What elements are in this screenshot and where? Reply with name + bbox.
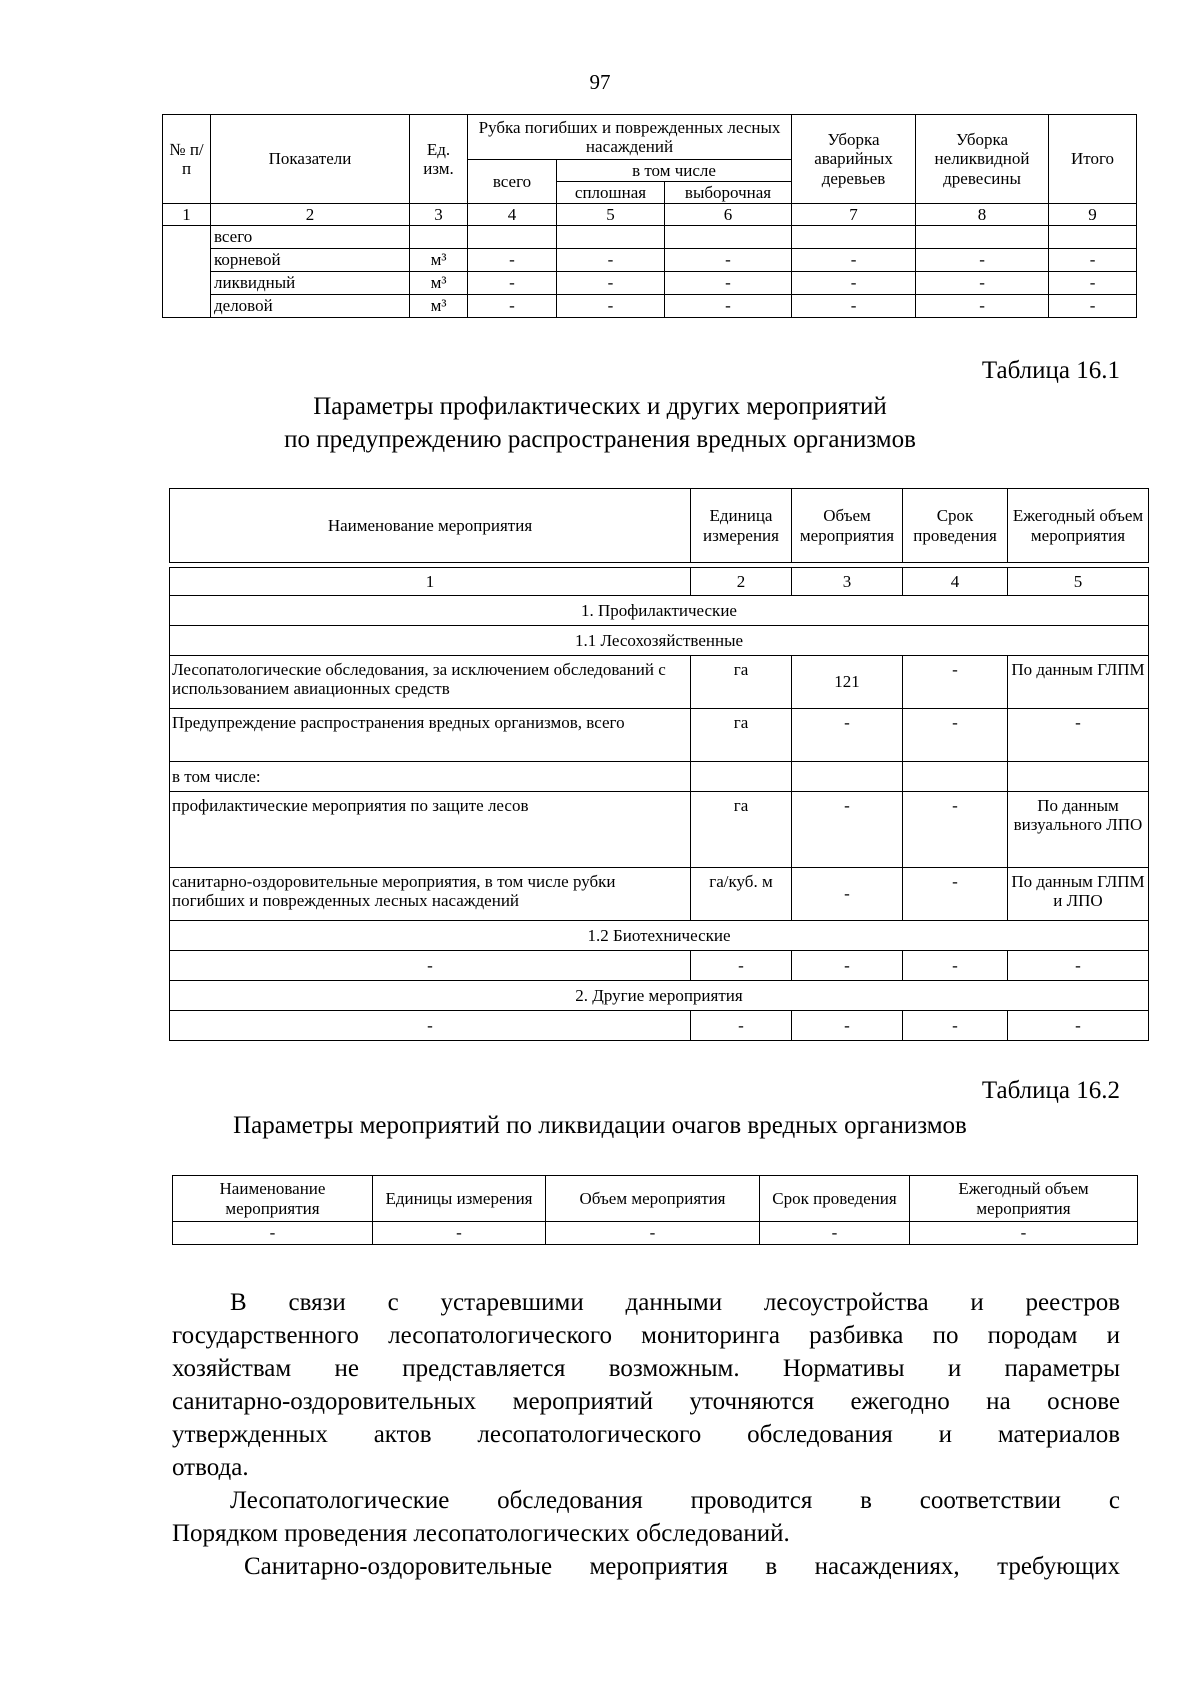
felling-table — [162, 114, 1137, 318]
col-number: 8 — [916, 204, 1049, 226]
table-16-1-caption: Таблица 16.1 — [981, 357, 1120, 384]
row-volume — [792, 762, 903, 792]
paragraph-1 — [172, 1286, 1120, 1484]
col-number: 6 — [665, 204, 792, 226]
row-unit: м³ — [410, 249, 468, 272]
cell: - — [557, 272, 665, 295]
text-line: Санитарно-оздоровительные мероприятия в насаждениях, требующих — [244, 1553, 1120, 1580]
row-label: корневой — [211, 249, 410, 272]
text-line: Лесопатологические обследования проводится в соответствии с — [230, 1487, 1120, 1514]
header-term: Срок проведения — [760, 1176, 910, 1222]
cell: - — [557, 249, 665, 272]
row-unit: га/куб. м — [691, 868, 792, 921]
row-term: - — [903, 868, 1008, 921]
row-unit: м³ — [410, 272, 468, 295]
col-number: 4 — [903, 568, 1008, 596]
header-name: Наименование мероприятия — [170, 489, 691, 563]
section-heading: 1.1 Лесохозяйственные — [170, 626, 1149, 656]
text-line: Порядком проведения лесопатологических обследований. — [172, 1520, 790, 1547]
row-name: Лесопатологические обследования, за исключением обследований с использованием авиационных средств — [170, 656, 691, 709]
col-number: 1 — [163, 204, 211, 226]
table-row — [173, 1222, 1138, 1245]
header-emergency: Уборка аварийных деревьев — [792, 115, 916, 204]
table-row — [170, 656, 1149, 709]
cell: - — [792, 1011, 903, 1041]
table-row — [163, 295, 1137, 318]
row-volume: - — [792, 868, 903, 921]
header-term: Срок проведения — [903, 489, 1008, 563]
cell — [557, 226, 665, 249]
text-line: санитарно-оздоровительных мероприятий уточняются ежегодно на основе — [172, 1388, 1120, 1415]
col-number: 9 — [1049, 204, 1137, 226]
table-row — [163, 272, 1137, 295]
row-term: - — [903, 656, 1008, 709]
cell: - — [792, 951, 903, 981]
cell: - — [665, 249, 792, 272]
row-volume: 121 — [792, 656, 903, 709]
header-illiquid: Уборка неликвидной древесины — [916, 115, 1049, 204]
cell: - — [1049, 272, 1137, 295]
table-row — [170, 762, 1149, 792]
col-number: 5 — [557, 204, 665, 226]
section-heading: 1.2 Биотехнические — [170, 921, 1149, 951]
row-term — [903, 762, 1008, 792]
header-name: Наименование мероприятия — [173, 1176, 373, 1222]
row-annual — [1008, 762, 1149, 792]
header-total: всего — [468, 160, 557, 204]
cell: - — [170, 1011, 691, 1041]
cell: - — [792, 295, 916, 318]
table-row — [170, 868, 1149, 921]
cell: - — [468, 272, 557, 295]
cell: - — [557, 295, 665, 318]
row-annual: По данным визуального ЛПО — [1008, 792, 1149, 868]
header-unit: Единица измерения — [691, 489, 792, 563]
col-number: 7 — [792, 204, 916, 226]
table-16-1-title-line2: по предупреждению распространения вредных организмов — [284, 426, 916, 453]
col-number: 3 — [410, 204, 468, 226]
row-unit: га — [691, 792, 792, 868]
header-num: № п/п — [163, 115, 211, 204]
row-name: санитарно-оздоровительные мероприятия, в том числе рубки погибших и поврежденных лесных насаждений — [170, 868, 691, 921]
row-term: - — [903, 709, 1008, 762]
cell — [468, 226, 557, 249]
cell: - — [373, 1222, 546, 1245]
table-16-2-title: Параметры мероприятий по ликвидации очагов вредных организмов — [233, 1112, 967, 1139]
header-indicators: Показатели — [211, 115, 410, 204]
row-unit: м³ — [410, 295, 468, 318]
page-number: 97 — [589, 70, 611, 94]
paragraph-2 — [172, 1484, 1120, 1550]
cell — [916, 226, 1049, 249]
table-row — [163, 249, 1137, 272]
cell: - — [792, 249, 916, 272]
col-number: 3 — [792, 568, 903, 596]
cell: - — [665, 272, 792, 295]
cell: - — [468, 249, 557, 272]
cell: - — [916, 249, 1049, 272]
cell: - — [691, 951, 792, 981]
cell: - — [665, 295, 792, 318]
header-volume: Объем мероприятия — [546, 1176, 760, 1222]
table-16-2-caption: Таблица 16.2 — [981, 1077, 1120, 1104]
table-row — [163, 226, 1137, 249]
header-annual: Ежегодный объем мероприятия — [1008, 489, 1149, 563]
cell: - — [691, 1011, 792, 1041]
table-row — [170, 951, 1149, 981]
col-number: 2 — [211, 204, 410, 226]
cell — [665, 226, 792, 249]
cell: - — [468, 295, 557, 318]
cell: - — [1008, 1011, 1149, 1041]
header-volume: Объем мероприятия — [792, 489, 903, 563]
row-name: Предупреждение распространения вредных организмов, всего — [170, 709, 691, 762]
cell: - — [916, 295, 1049, 318]
text-line: отвода. — [172, 1454, 249, 1481]
row-name: в том числе: — [170, 762, 691, 792]
header-annual: Ежегодный объем мероприятия — [910, 1176, 1138, 1222]
header-clear: сплошная — [557, 182, 665, 204]
table-row — [170, 1011, 1149, 1041]
header-unit: Единицы измерения — [373, 1176, 546, 1222]
cell: - — [760, 1222, 910, 1245]
cell — [792, 226, 916, 249]
cell: - — [792, 272, 916, 295]
table-16-2 — [172, 1175, 1138, 1245]
section-heading: 1. Профилактические — [170, 596, 1149, 626]
cell: - — [1008, 951, 1149, 981]
header-sum: Итого — [1049, 115, 1137, 204]
col-number: 5 — [1008, 568, 1149, 596]
row-unit: га — [691, 709, 792, 762]
table-16-1-title-line1: Параметры профилактических и других мероприятий — [313, 393, 887, 420]
row-term: - — [903, 792, 1008, 868]
row-label: ликвидный — [211, 272, 410, 295]
row-label: деловой — [211, 295, 410, 318]
header-felling-group: Рубка погибших и поврежденных лесных насаждений — [468, 115, 792, 160]
row-unit — [691, 762, 792, 792]
cell: - — [903, 1011, 1008, 1041]
row-annual: По данным ГЛПМ — [1008, 656, 1149, 709]
cell: - — [546, 1222, 760, 1245]
col-number: 4 — [468, 204, 557, 226]
row-unit — [410, 226, 468, 249]
paragraph-3 — [172, 1550, 1120, 1583]
table-16-1 — [169, 488, 1149, 1041]
row-label: всего — [211, 226, 410, 249]
cell: - — [903, 951, 1008, 981]
section-heading: 2. Другие мероприятия — [170, 981, 1149, 1011]
cell — [1049, 226, 1137, 249]
col-number: 1 — [170, 568, 691, 596]
row-annual: По данным ГЛПМ и ЛПО — [1008, 868, 1149, 921]
text-line: хозяйствам не представляется возможным. Нормативы и параметры — [172, 1355, 1120, 1382]
row-unit: га — [691, 656, 792, 709]
col-number: 2 — [691, 568, 792, 596]
text-line: государственного лесопатологического мониторинга разбивка по породам и — [172, 1322, 1120, 1349]
text-line: утвержденных актов лесопатологического обследования и материалов — [172, 1421, 1120, 1448]
row-annual: - — [1008, 709, 1149, 762]
cell: - — [173, 1222, 373, 1245]
text-line: В связи с устаревшими данными лесоустройства и реестров — [230, 1289, 1120, 1316]
row-volume: - — [792, 792, 903, 868]
col-number-row — [163, 204, 1137, 226]
cell: - — [910, 1222, 1138, 1245]
cell: - — [1049, 249, 1137, 272]
cell: - — [170, 951, 691, 981]
table-row — [170, 792, 1149, 868]
row-name: профилактические мероприятия по защите лесов — [170, 792, 691, 868]
cell: - — [916, 272, 1049, 295]
cell: - — [1049, 295, 1137, 318]
header-including: в том числе — [557, 160, 792, 182]
table-row — [170, 709, 1149, 762]
header-unit: Ед. изм. — [410, 115, 468, 204]
col-number-row — [170, 568, 1149, 596]
header-selective: выборочная — [665, 182, 792, 204]
row-volume: - — [792, 709, 903, 762]
